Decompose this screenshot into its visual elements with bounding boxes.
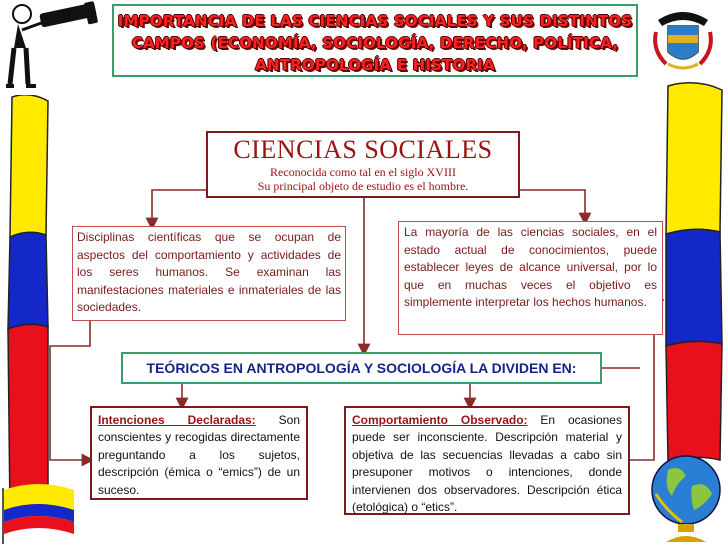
- definition-box: Disciplinas científicas que se ocupan de aspectos del comportamiento y actividades de los seres humanos. Se examinan las manifestaciones materiales e inmateriales de las sociedades.: [72, 226, 346, 321]
- declared-intentions-label: Intenciones Declaradas:: [98, 413, 256, 427]
- title-line-1: IMPORTANCIA DE LAS CIENCIAS SOCIALES Y SUS DISTINTOS: [117, 12, 633, 30]
- observed-behavior-label: Comportamiento Observado:: [352, 413, 528, 427]
- central-subtitle-1: Reconocida como tal en el siglo XVIII: [270, 165, 456, 179]
- central-node: [206, 131, 520, 198]
- division-banner: TEÓRICOS EN ANTROPOLOGÍA Y SOCIOLOGÍA LA DIVIDEN EN:: [121, 352, 602, 384]
- title-line-2: CAMPOS (ECONOMÍA, SOCIOLOGÍA, DERECHO, POLÍTICA,: [131, 34, 619, 52]
- declared-intentions-box: [90, 406, 308, 500]
- title-line-3: ANTROPOLOGÍA E HISTORIA: [255, 56, 495, 74]
- observed-behavior-text: En ocasiones puede ser inconsciente. Descripción material y objetiva de las secuencias llevadas a cabo sin presuponer motivos o intenciones, donde intervienen dos observadores. Descripción ética (etológica) o “etics”.: [352, 413, 622, 515]
- declared-intentions-text: Son conscientes y recogidas directamente preguntando a los sujetos, descripción (émica o “emics”) de un suceso.: [98, 413, 300, 497]
- central-subtitle-2: Su principal objeto de estudio es el hombre.: [257, 179, 469, 193]
- observed-behavior-box: [344, 406, 630, 515]
- laws-box: La mayoría de las ciencias sociales, en el estado actual de conocimientos, puede establecer leyes de alcance universal, por lo que en muchas veces el objetivo es simplemente interpretar los hechos humanos.: [398, 221, 663, 335]
- central-heading: CIENCIAS SOCIALES: [233, 135, 493, 164]
